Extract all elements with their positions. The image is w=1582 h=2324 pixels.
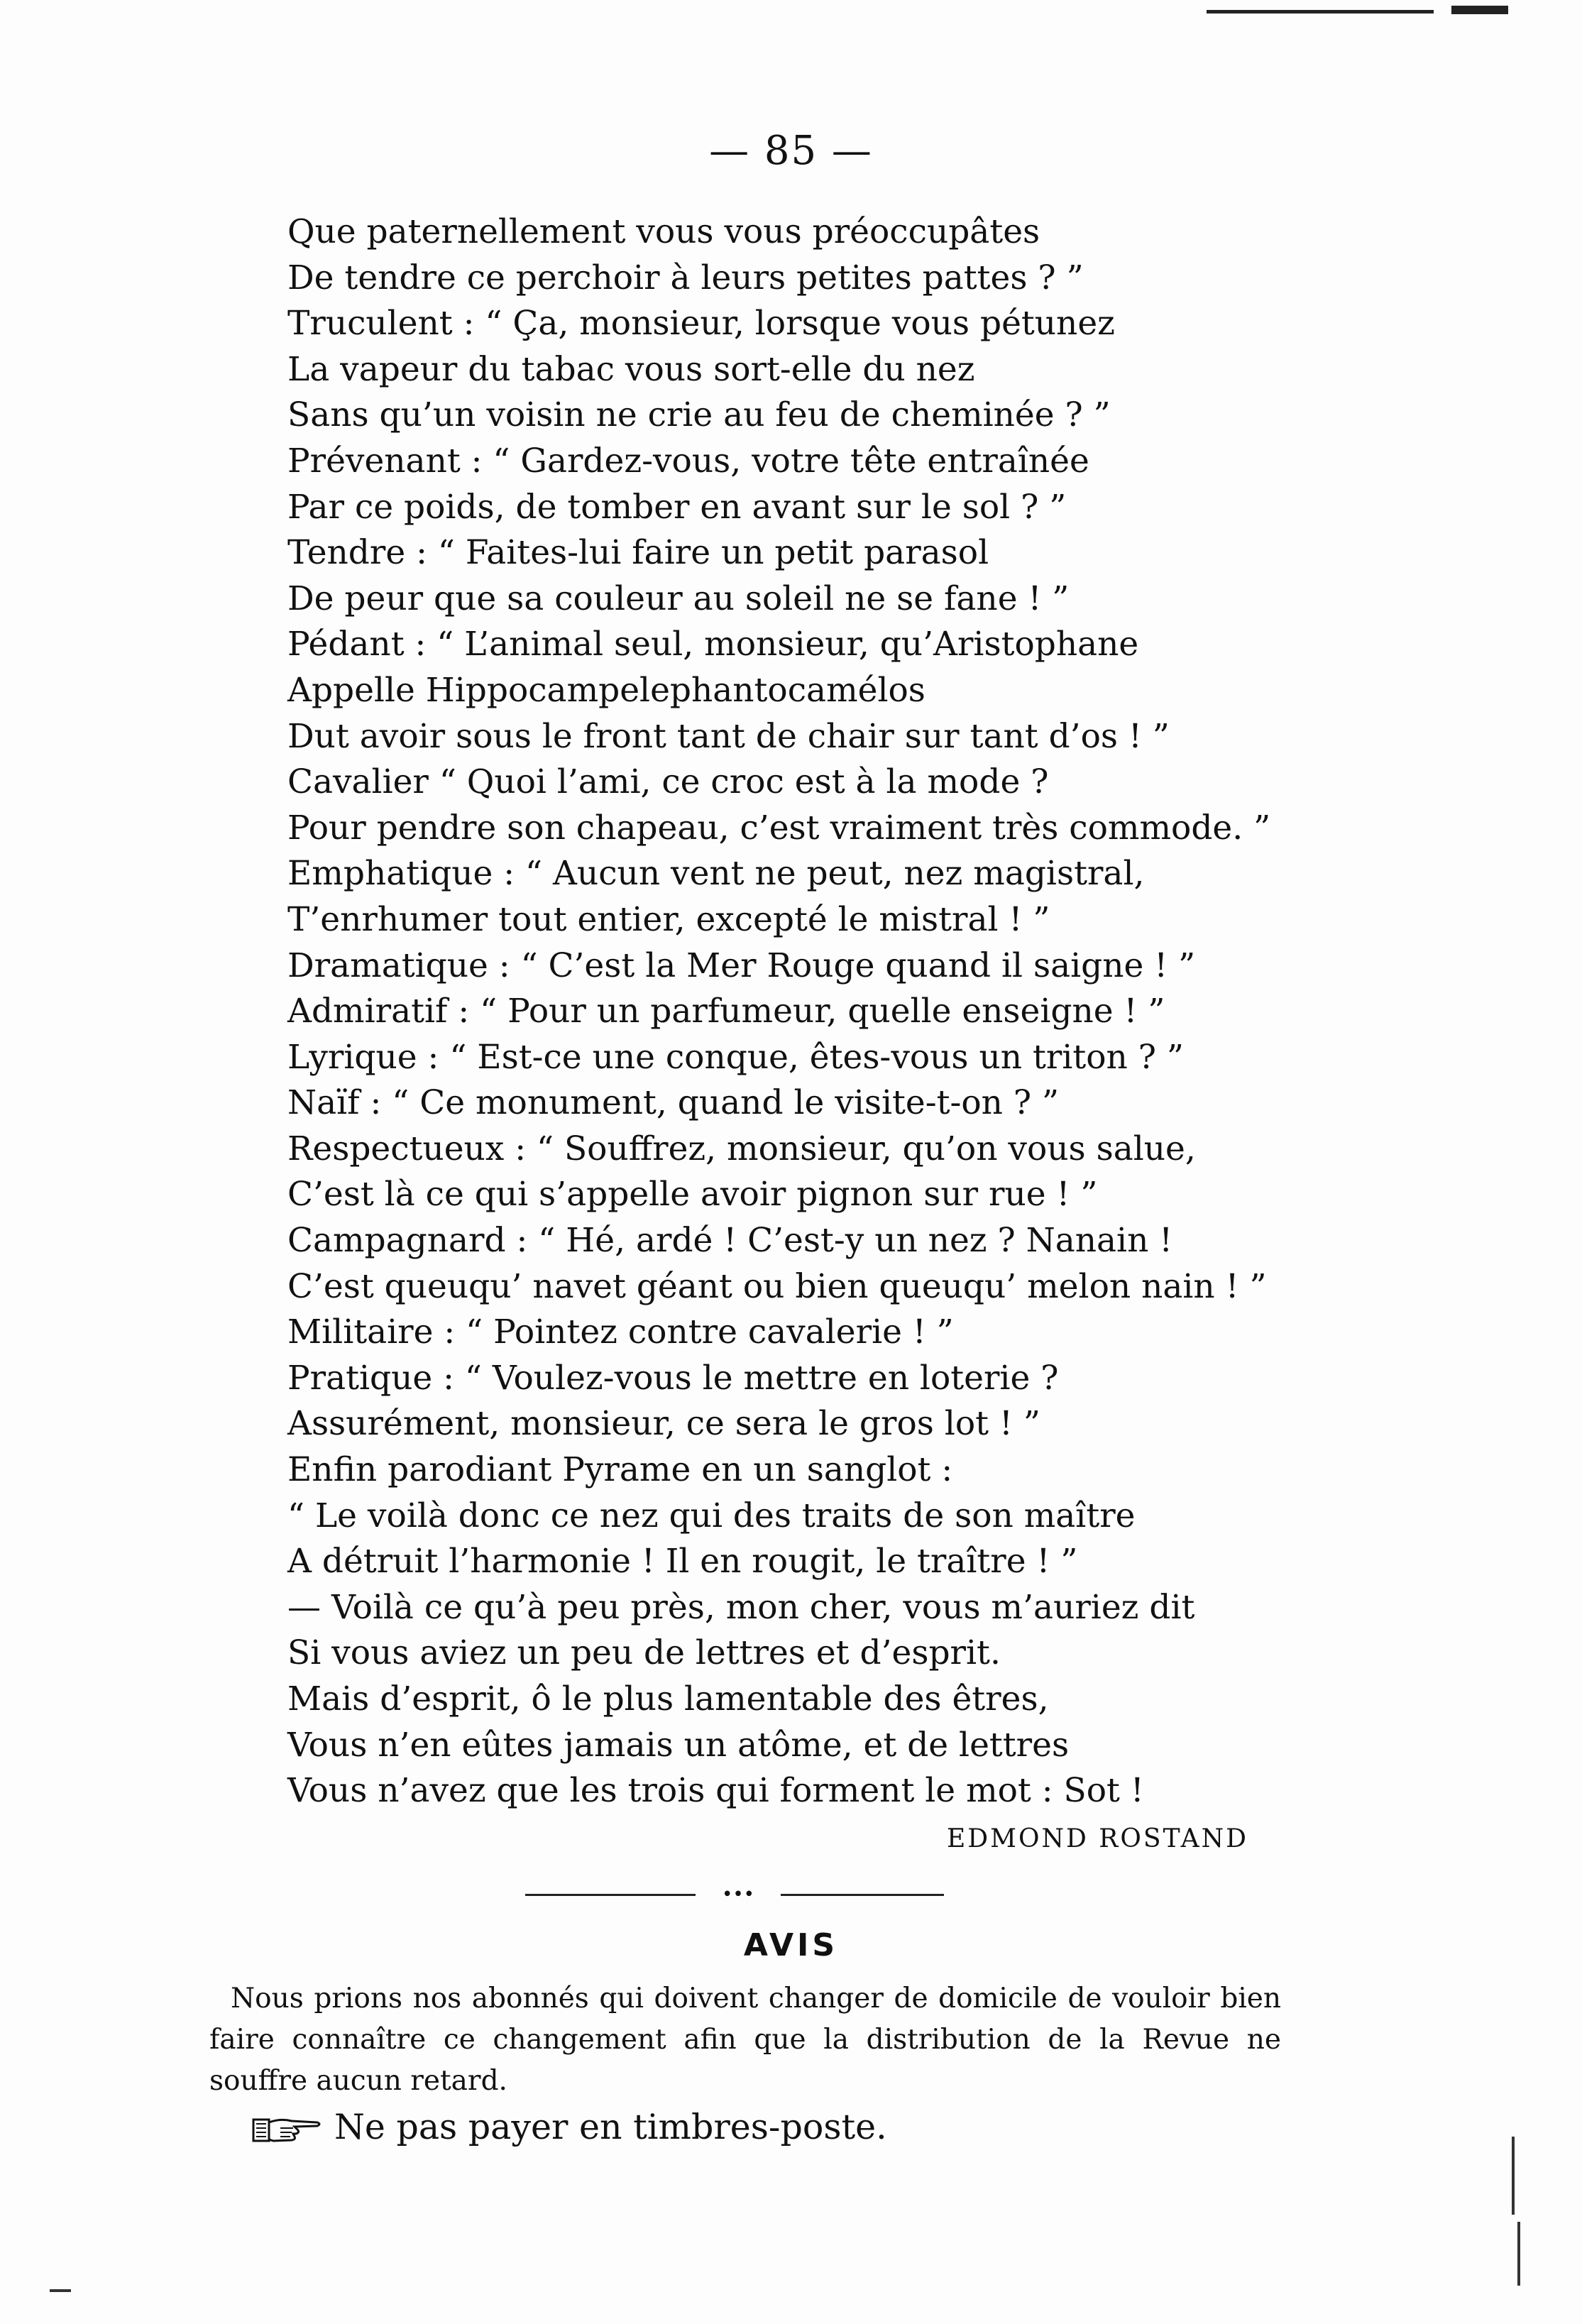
- poem-line: Vous n’en eûtes jamais un atôme, et de lettres: [287, 1725, 1070, 1765]
- poem-line: T’enrhumer tout entier, excepté le mistral ! ”: [287, 899, 1050, 939]
- poem-line: Pour pendre son chapeau, c’est vraiment très commode. ”: [287, 808, 1271, 848]
- right-margin-mark-lower: [1517, 2222, 1520, 2286]
- poem-line: A détruit l’harmonie ! Il en rougit, le traître ! ”: [287, 1542, 1078, 1582]
- top-edge-rule-heavy: [1451, 6, 1508, 14]
- poem-line: C’est là ce qui s’appelle avoir pignon sur rue ! ”: [287, 1175, 1098, 1215]
- bottom-left-margin-mark: [50, 2289, 71, 2292]
- notice-body: [209, 1978, 1281, 2102]
- pointing-hand-icon: [252, 2112, 323, 2148]
- poem-line: Naïf : “ Ce monument, quand le visite-t-on ? ”: [287, 1083, 1060, 1123]
- postal-note-text: Ne pas payer en timbres-poste.: [334, 2107, 887, 2147]
- right-margin-mark: [1512, 2137, 1515, 2215]
- top-edge-rule: [1207, 10, 1434, 13]
- separator-line-left: [525, 1894, 696, 1896]
- poem-line: Lyrique : “ Est-ce une conque, êtes-vous un triton ? ”: [287, 1037, 1184, 1077]
- poem-line: Respectueux : “ Souffrez, monsieur, qu’on vous salue,: [287, 1129, 1196, 1168]
- notice-title: AVIS: [743, 1927, 839, 1963]
- poem-line: Pratique : “ Voulez-vous le mettre en loterie ?: [287, 1358, 1059, 1398]
- ornamental-separator: [525, 1885, 944, 1904]
- poem-line: Vous n’avez que les trois qui forment le mot : Sot !: [287, 1771, 1144, 1811]
- poem-line: Truculent : “ Ça, monsieur, lorsque vous pétunez: [287, 304, 1115, 344]
- page-number: — 85 —: [709, 128, 873, 174]
- poem-line: Cavalier “ Quoi l’ami, ce croc est à la mode ?: [287, 762, 1049, 802]
- poem-line: Campagnard : “ Hé, ardé ! C’est-y un nez ? Nanain !: [287, 1221, 1173, 1261]
- poem-line: Enfin parodiant Pyrame en un sanglot :: [287, 1450, 953, 1490]
- poem-line: Mais d’esprit, ô le plus lamentable des êtres,: [287, 1679, 1049, 1719]
- poem-line: Si vous aviez un peu de lettres et d’esprit.: [287, 1633, 1001, 1673]
- poem-line: Pédant : “ L’animal seul, monsieur, qu’Aristophane: [287, 625, 1139, 664]
- poem-line: Appelle Hippocampelephantocamélos: [287, 670, 925, 710]
- poem-line: La vapeur du tabac vous sort-elle du nez: [287, 349, 975, 389]
- poem-line: Emphatique : “ Aucun vent ne peut, nez magistral,: [287, 854, 1145, 894]
- poem-line: Que paternellement vous vous préoccupâtes: [287, 212, 1040, 251]
- notice-paragraph: Nous prions nos abonnés qui doivent changer de domicile de vouloir bien faire connaître ce changement afin que la distribution de la Revue ne souffre aucun retard.: [209, 1983, 1281, 2097]
- poem-line: Militaire : “ Pointez contre cavalerie ! ”: [287, 1312, 954, 1352]
- poem-line: C’est queuqu’ navet géant ou bien queuqu’ melon nain ! ”: [287, 1266, 1267, 1306]
- author-signature: EDMOND ROSTAND: [946, 1824, 1248, 1853]
- poem-line: — Voilà ce qu’à peu près, mon cher, vous m’auriez dit: [287, 1587, 1195, 1627]
- poem-line: Par ce poids, de tomber en avant sur le sol ? ”: [287, 487, 1067, 527]
- poem-line: Assurément, monsieur, ce sera le gros lot ! ”: [287, 1404, 1040, 1444]
- poem-line: De tendre ce perchoir à leurs petites pattes ? ”: [287, 258, 1084, 297]
- postal-note: [252, 2105, 887, 2150]
- poem-line: Admiratif : “ Pour un parfumeur, quelle enseigne ! ”: [287, 992, 1165, 1031]
- separator-ornament-icon: •••: [721, 1884, 754, 1905]
- poem-line: Sans qu’un voisin ne crie au feu de cheminée ? ”: [287, 395, 1111, 435]
- poem-block: [287, 209, 1274, 1814]
- separator-line-right: [781, 1894, 944, 1896]
- poem-line: Tendre : “ Faites-lui faire un petit parasol: [287, 533, 989, 573]
- poem-line: Dut avoir sous le front tant de chair sur tant d’os ! ”: [287, 716, 1170, 756]
- poem-line: De peur que sa couleur au soleil ne se fane ! ”: [287, 579, 1070, 618]
- poem-line: “ Le voilà donc ce nez qui des traits de son maître: [287, 1496, 1136, 1535]
- poem-line: Dramatique : “ C’est la Mer Rouge quand il saigne ! ”: [287, 946, 1196, 985]
- poem-line: Prévenant : “ Gardez-vous, votre tête entraînée: [287, 441, 1089, 481]
